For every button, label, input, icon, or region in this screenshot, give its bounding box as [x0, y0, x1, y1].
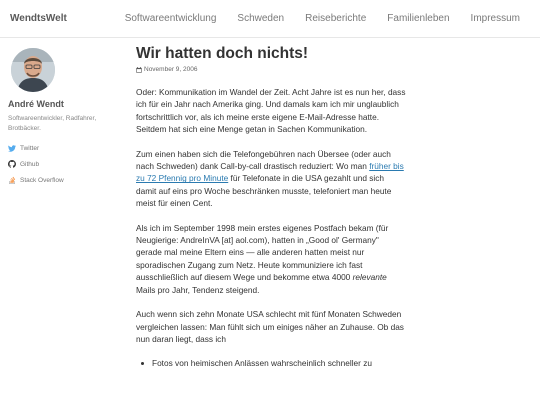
- bullet-icon: [141, 362, 144, 365]
- calendar-icon: [136, 67, 142, 73]
- post-date: [136, 66, 406, 73]
- avatar-portrait-icon: [11, 48, 55, 92]
- post-title: Wir hatten doch nichts!: [136, 45, 309, 62]
- main-nav: [104, 13, 520, 24]
- telefon-tarif-link[interactable]: früher bis zu 72 Pfennig pro Minute: [136, 161, 404, 184]
- social-item-github: [8, 156, 123, 172]
- nav-link-familienleben[interactable]: Familienleben: [387, 13, 450, 24]
- github-link[interactable]: Github: [20, 160, 40, 168]
- author-avatar: [11, 48, 55, 92]
- post-list: [150, 357, 406, 369]
- post-paragraph: Zum einen haben sich die Telefongebühren nach Übersee (oder auch nach Schweden) dank Call-by-call drastisch reduziert: Wo man früher bis zu 72 Pfennig pro Minute für Telefonate in die USA gezahlt und sich damit auf eins pro Woche beschränken musste, telefoniert man heute meist für einen Cent.: [136, 148, 404, 209]
- nav-link-schweden[interactable]: Schweden: [237, 13, 285, 24]
- stackoverflow-icon: [8, 176, 16, 184]
- top-navbar: [0, 0, 540, 38]
- author-sidebar: [8, 48, 123, 188]
- social-item-twitter: [8, 140, 123, 156]
- post-paragraph: Oder: Kommunikation im Wandel der Zeit. Acht Jahre ist es nun her, dass ich für ein Jahr nach Amerika ging. Und damals kam ich mir unglaublich fortschrittlich vor, als ich meine erste eigene E-Mail-Adresse hatte. Seitdem hat sich eine Menge getan in Sachen Kommunikation.: [136, 87, 406, 135]
- twitter-link[interactable]: Twitter: [20, 144, 40, 152]
- post-paragraph: Auch wenn sich zehn Monate USA schlecht mit fünf Monaten Schweden vergleichen lassen: Man fühlt sich um einiges näher an Zuhause. Ob das nun daran liegt, dass ich: [136, 309, 404, 344]
- author-bio: Softwareentwickler, Radfahrer, Brotbäcker.: [8, 115, 97, 132]
- github-icon: [8, 160, 16, 168]
- post-body: [136, 86, 406, 370]
- post-paragraph: Als ich im September 1998 mein erstes eigenes Postfach bekam (für Neugierige: AndreInVA [at] aol.com), hatten in „Good ol' Germany" gerade mal meine Eltern eins — alle anderen hatten meist nur sporadischen Zugang zum Netz. Heute kommuniziere ich fast ausschließlich auf diesem Wege und bekomme etwa 4000 relevante Mails pro Jahr, Tendenz steigend.: [136, 222, 389, 295]
- social-links: [8, 140, 123, 188]
- nav-link-reiseberichte[interactable]: Reiseberichte: [305, 13, 367, 24]
- nav-link-softwareentwicklung[interactable]: Softwareentwicklung: [124, 13, 217, 24]
- author-name: André Wendt: [8, 99, 64, 109]
- social-item-stackoverflow: [8, 172, 123, 188]
- stackoverflow-link[interactable]: Stack Overflow: [20, 176, 64, 184]
- post-article: [136, 44, 406, 370]
- list-item: Fotos von heimischen Anlässen wahrscheinlich schneller zu: [150, 357, 406, 369]
- emphasis-text: relevante: [352, 272, 387, 283]
- twitter-icon: [8, 144, 16, 152]
- post-date-text: November 9, 2006: [144, 66, 198, 73]
- site-brand-link[interactable]: WendtsWelt: [10, 13, 67, 24]
- nav-link-impressum[interactable]: Impressum: [470, 13, 520, 24]
